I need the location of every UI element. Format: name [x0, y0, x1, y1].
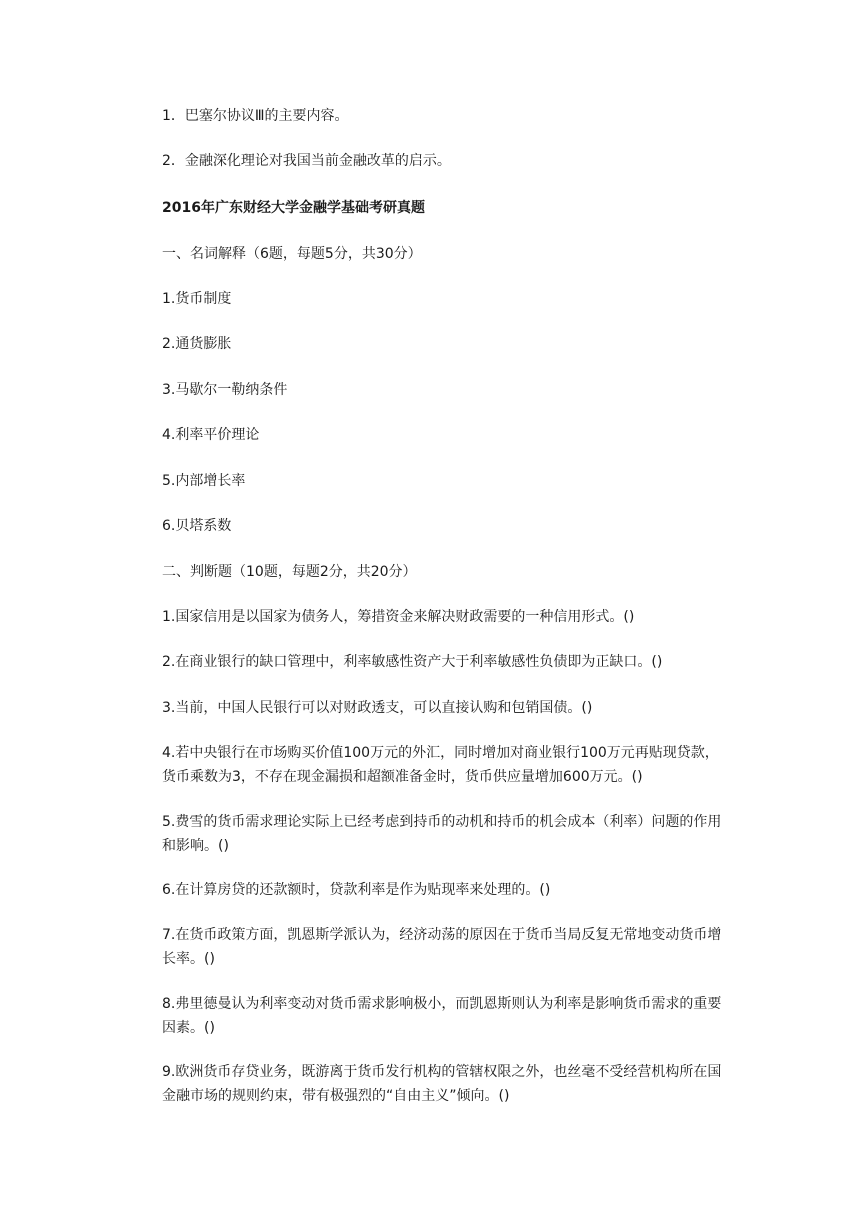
- judgement-item: 5.费雪的货币需求理论实际上已经考虑到持币的动机和持币的机会成本（利率）问题的作用和影响。(): [162, 814, 722, 854]
- judgement-item: 6.在计算房贷的还款额时，贷款利率是作为贴现率来处理的。(): [162, 882, 551, 898]
- section1-heading: 一、名词解释（6题，每题5分，共30分）: [162, 246, 422, 262]
- term-item: 4.利率平价理论: [162, 427, 260, 443]
- term-item: 1.货币制度: [162, 291, 232, 307]
- section2-heading: 二、判断题（10题，每题2分，共20分）: [162, 564, 417, 580]
- judgement-item: 9.欧洲货币存贷业务，既游离于货币发行机构的管辖权限之外，也丝毫不受经营机构所在国金融市场的规则约束，带有极强烈的“自由主义”倾向。(): [162, 1064, 722, 1104]
- judgement-item: 8.弗里德曼认为利率变动对货币需求影响极小，而凯恩斯则认为利率是影响货币需求的重要因素。(): [162, 996, 722, 1036]
- judgement-item: 4.若中央银行在市场购买价值100万元的外汇，同时增加对商业银行100万元再贴现贷款，货币乘数为3，不存在现金漏损和超额准备金时，货币供应量增加600万元。(): [162, 745, 719, 785]
- judgement-item: 1.国家信用是以国家为债务人，筹措资金来解决财政需要的一种信用形式。(): [162, 609, 635, 625]
- term-item: 2.通货膨胀: [162, 336, 232, 352]
- judgement-item: 2.在商业银行的缺口管理中，利率敏感性资产大于利率敏感性负债即为正缺口。(): [162, 654, 663, 670]
- judgement-item: 3.当前，中国人民银行可以对财政透支，可以直接认购和包销国债。(): [162, 700, 593, 716]
- term-item: 6.贝塔系数: [162, 518, 232, 534]
- prev-question-2: 2．金融深化理论对我国当前金融改革的启示。: [162, 153, 451, 169]
- judgement-item: 7.在货币政策方面，凯恩斯学派认为，经济动荡的原因在于货币当局反复无常地变动货币增长率。(): [162, 927, 722, 967]
- prev-question-1: 1．巴塞尔协议Ⅲ的主要内容。: [162, 108, 349, 124]
- term-item: 3.马歇尔一勒纳条件: [162, 382, 288, 398]
- term-item: 5.内部增长率: [162, 473, 246, 489]
- exam-title: 2016年广东财经大学金融学基础考研真题: [162, 200, 425, 216]
